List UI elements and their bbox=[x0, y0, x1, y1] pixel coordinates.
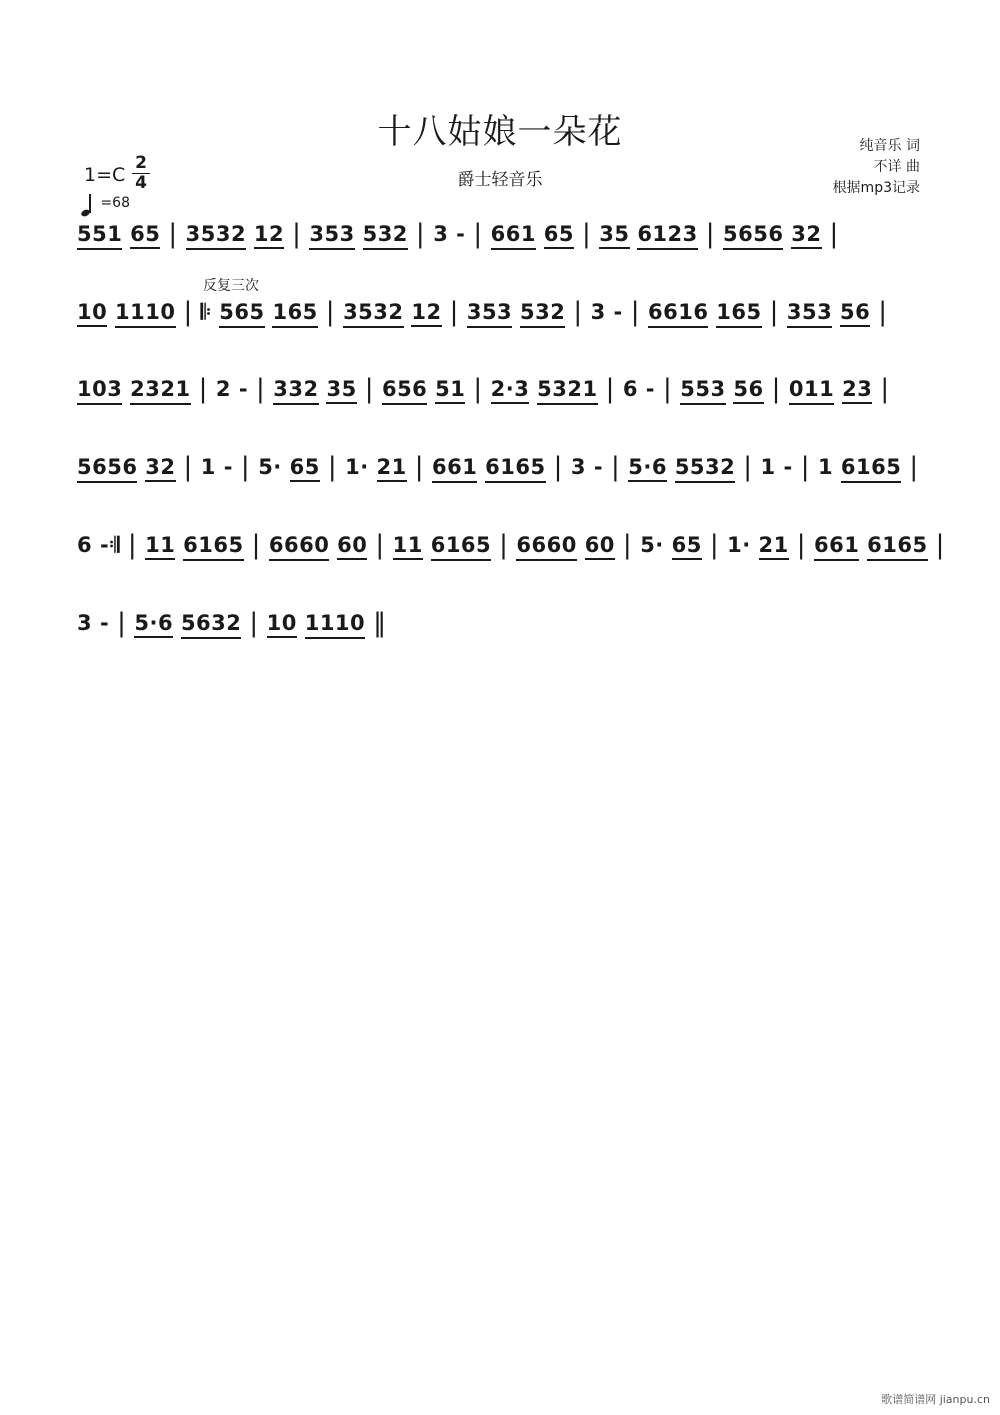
note-group: 353 bbox=[787, 300, 832, 328]
tempo-marking bbox=[80, 194, 130, 216]
bar-line: | bbox=[769, 297, 779, 327]
time-signature bbox=[132, 154, 150, 193]
note-group: 565 bbox=[219, 300, 264, 328]
measure bbox=[201, 300, 318, 328]
note-group: 𝄆 bbox=[200, 300, 212, 324]
measure bbox=[145, 533, 244, 561]
note-group: 12 bbox=[254, 222, 284, 249]
bar-line: | bbox=[375, 530, 385, 560]
note-group: 6165 bbox=[431, 533, 491, 561]
note-group: 6165 bbox=[867, 533, 927, 561]
note-group: 60 bbox=[337, 533, 367, 560]
note-group: 103 bbox=[77, 377, 122, 405]
note-group: 661 bbox=[432, 455, 477, 483]
note-group: 5656 bbox=[723, 222, 783, 250]
note-group: 353 bbox=[309, 222, 354, 250]
note-group: 65 bbox=[290, 455, 320, 482]
bar-line: | bbox=[327, 452, 338, 482]
measure bbox=[623, 377, 655, 401]
measure bbox=[77, 455, 176, 483]
note-group: 165 bbox=[716, 300, 761, 328]
measure bbox=[814, 533, 928, 561]
lyricist-credit: 纯音乐 词 bbox=[859, 138, 920, 154]
bar-line: | bbox=[117, 608, 127, 638]
score-line bbox=[77, 297, 927, 340]
bar-line: | bbox=[829, 219, 839, 249]
bar-line: | bbox=[573, 297, 583, 327]
bar-line: | bbox=[605, 374, 615, 404]
note-group: 551 bbox=[77, 222, 122, 250]
bar-line: | bbox=[449, 297, 459, 327]
note-group: 532 bbox=[363, 222, 408, 250]
note-group: 6123 bbox=[637, 222, 697, 250]
measure bbox=[432, 455, 546, 483]
note-group: 11 bbox=[393, 533, 423, 560]
bar-line: | bbox=[709, 530, 720, 560]
note-group: 3 bbox=[433, 222, 449, 246]
measure bbox=[343, 300, 442, 328]
note-group: 3532 bbox=[186, 222, 246, 250]
note-group: 353 bbox=[467, 300, 512, 328]
measure bbox=[491, 222, 574, 250]
measure bbox=[628, 455, 735, 483]
note-group: - bbox=[613, 300, 623, 324]
bar-line: | bbox=[127, 530, 138, 560]
measure bbox=[727, 533, 789, 560]
measure bbox=[680, 377, 763, 405]
note-group: 1 bbox=[760, 455, 776, 479]
note-group: 1110 bbox=[115, 300, 175, 328]
measure bbox=[516, 533, 615, 561]
bar-line: | bbox=[630, 297, 641, 327]
note-group: 5· bbox=[258, 455, 282, 479]
score-line bbox=[77, 452, 927, 495]
site-watermark: 歌谱简谱网 jianpu.cn bbox=[881, 1393, 990, 1406]
measure bbox=[267, 611, 366, 639]
note-group: -𝄇 bbox=[99, 533, 120, 557]
note-group: 6165 bbox=[183, 533, 243, 561]
measure bbox=[345, 455, 407, 482]
measure bbox=[77, 377, 191, 405]
score-subtitle: 爵士轻音乐 bbox=[457, 170, 543, 190]
bar-line: | bbox=[622, 530, 633, 560]
measure bbox=[77, 222, 160, 250]
note-group: 1· bbox=[345, 455, 369, 479]
measure bbox=[273, 377, 356, 405]
note-group: 6 bbox=[622, 377, 638, 401]
bar-line: | bbox=[743, 452, 753, 482]
note-group: 35 bbox=[599, 222, 629, 249]
measure bbox=[216, 377, 248, 401]
tempo-bpm: =68 bbox=[100, 195, 130, 211]
key-signature: 1=C bbox=[84, 164, 126, 186]
note-group: 51 bbox=[435, 377, 465, 404]
measure bbox=[309, 222, 408, 250]
bar-line: | bbox=[878, 297, 888, 327]
repeat-instruction: 反复三次 bbox=[203, 278, 259, 294]
bar-line: | bbox=[249, 608, 259, 638]
note-group: 661 bbox=[814, 533, 859, 561]
transcription-credit: 根据mp3记录 bbox=[832, 180, 920, 196]
score-title: 十八姑娘一朵花 bbox=[377, 112, 623, 152]
note-group: 5·6 bbox=[134, 611, 173, 638]
note-group: 011 bbox=[789, 377, 834, 405]
note-group: 12 bbox=[411, 300, 441, 327]
bar-line: ‖ bbox=[373, 608, 387, 638]
note-group: 21 bbox=[759, 533, 789, 560]
bar-line: | bbox=[800, 452, 810, 482]
bar-line: | bbox=[198, 374, 208, 404]
note-group: - bbox=[223, 455, 233, 479]
measure bbox=[648, 300, 762, 328]
composer-credit: 不详 曲 bbox=[873, 159, 920, 175]
score-line bbox=[77, 219, 927, 262]
measure bbox=[787, 300, 870, 328]
measure bbox=[591, 300, 623, 324]
measure bbox=[599, 222, 698, 250]
bar-line: | bbox=[499, 530, 509, 560]
bar-line: | bbox=[168, 219, 178, 249]
time-signature-top: 2 bbox=[132, 154, 150, 174]
measure bbox=[382, 377, 465, 405]
note-group: 6660 bbox=[269, 533, 329, 561]
quarter-note-icon bbox=[80, 194, 96, 216]
note-group: 10 bbox=[77, 300, 107, 327]
note-group: 65 bbox=[544, 222, 574, 249]
note-group: 6165 bbox=[485, 455, 545, 483]
note-group: 3 bbox=[590, 300, 606, 324]
bar-line: | bbox=[663, 374, 673, 404]
note-group: 5532 bbox=[675, 455, 735, 483]
bar-line: | bbox=[473, 374, 483, 404]
measure bbox=[186, 222, 285, 250]
note-group: 65 bbox=[672, 533, 702, 560]
measure bbox=[571, 455, 603, 479]
bar-line: | bbox=[183, 297, 193, 327]
measure bbox=[77, 611, 109, 635]
measure bbox=[761, 455, 793, 479]
note-group: 5632 bbox=[181, 611, 241, 639]
measure bbox=[258, 455, 320, 482]
measure bbox=[491, 377, 598, 405]
note-group: 3 bbox=[77, 611, 93, 635]
note-group: - bbox=[593, 455, 604, 479]
note-group: 1· bbox=[727, 533, 751, 557]
measure bbox=[433, 222, 465, 246]
bar-line: | bbox=[364, 374, 374, 404]
bar-line: | bbox=[796, 530, 806, 560]
note-group: - bbox=[238, 377, 249, 401]
bar-line: | bbox=[582, 219, 592, 249]
bar-line: | bbox=[251, 530, 261, 560]
note-group: 2 bbox=[215, 377, 231, 401]
measure bbox=[467, 300, 566, 328]
note-group: 21 bbox=[377, 455, 407, 482]
measure bbox=[77, 533, 120, 558]
note-group: 5656 bbox=[77, 455, 137, 483]
bar-line: | bbox=[183, 452, 193, 482]
measure bbox=[134, 611, 241, 639]
note-group: - bbox=[783, 455, 793, 479]
bar-line: | bbox=[415, 219, 426, 249]
note-group: 6616 bbox=[648, 300, 708, 328]
bar-line: | bbox=[553, 452, 563, 482]
note-group: - bbox=[456, 222, 466, 246]
bar-line: | bbox=[611, 452, 621, 482]
bar-line: | bbox=[771, 374, 781, 404]
bar-line: | bbox=[325, 297, 336, 327]
note-group: - bbox=[645, 377, 655, 401]
measure bbox=[789, 377, 872, 405]
note-group: 2321 bbox=[130, 377, 190, 405]
note-group: 661 bbox=[491, 222, 536, 250]
measure bbox=[393, 533, 492, 561]
note-group: 6660 bbox=[516, 533, 576, 561]
note-group: 35 bbox=[326, 377, 356, 404]
note-group: 32 bbox=[791, 222, 821, 249]
measure bbox=[201, 455, 233, 479]
credits-block bbox=[833, 136, 920, 199]
note-group: 656 bbox=[382, 377, 427, 405]
note-group: 5· bbox=[640, 533, 664, 557]
note-group: 1110 bbox=[305, 611, 365, 639]
note-group: 60 bbox=[585, 533, 615, 560]
note-group: 1 bbox=[200, 455, 216, 479]
measure bbox=[640, 533, 702, 560]
note-group: 3 bbox=[570, 455, 586, 479]
bar-line: | bbox=[414, 452, 424, 482]
note-group: 1 bbox=[817, 455, 834, 479]
note-group: 6 bbox=[77, 533, 93, 557]
bar-line: | bbox=[240, 452, 251, 482]
note-group: 65 bbox=[130, 222, 160, 249]
note-group: 10 bbox=[267, 611, 297, 638]
measure bbox=[269, 533, 368, 561]
note-group: 5·6 bbox=[628, 455, 667, 482]
measure bbox=[818, 455, 901, 483]
note-group: - bbox=[99, 611, 110, 635]
bar-line: | bbox=[473, 219, 483, 249]
measure bbox=[77, 300, 176, 328]
time-signature-bottom: 4 bbox=[135, 173, 147, 193]
bar-line: | bbox=[256, 374, 266, 404]
note-group: 23 bbox=[842, 377, 872, 404]
note-group: 553 bbox=[680, 377, 725, 405]
note-group: 532 bbox=[520, 300, 565, 328]
bar-line: | bbox=[935, 530, 945, 560]
note-group: 332 bbox=[273, 377, 318, 405]
score-line bbox=[77, 608, 927, 651]
note-group: 6165 bbox=[841, 455, 901, 483]
note-group: 3532 bbox=[343, 300, 403, 328]
score-line bbox=[77, 530, 945, 573]
note-group: 165 bbox=[272, 300, 317, 328]
bar-line: | bbox=[292, 219, 302, 249]
measure bbox=[723, 222, 822, 250]
note-group: 5321 bbox=[537, 377, 597, 405]
bar-line: | bbox=[880, 374, 890, 404]
bar-line: | bbox=[705, 219, 716, 249]
bar-line: | bbox=[909, 452, 919, 482]
score-line bbox=[77, 374, 927, 417]
note-group: 2·3 bbox=[491, 377, 530, 404]
note-group: 56 bbox=[840, 300, 870, 327]
note-group: 32 bbox=[145, 455, 175, 482]
note-group: 11 bbox=[145, 533, 175, 560]
note-group: 56 bbox=[733, 377, 763, 404]
